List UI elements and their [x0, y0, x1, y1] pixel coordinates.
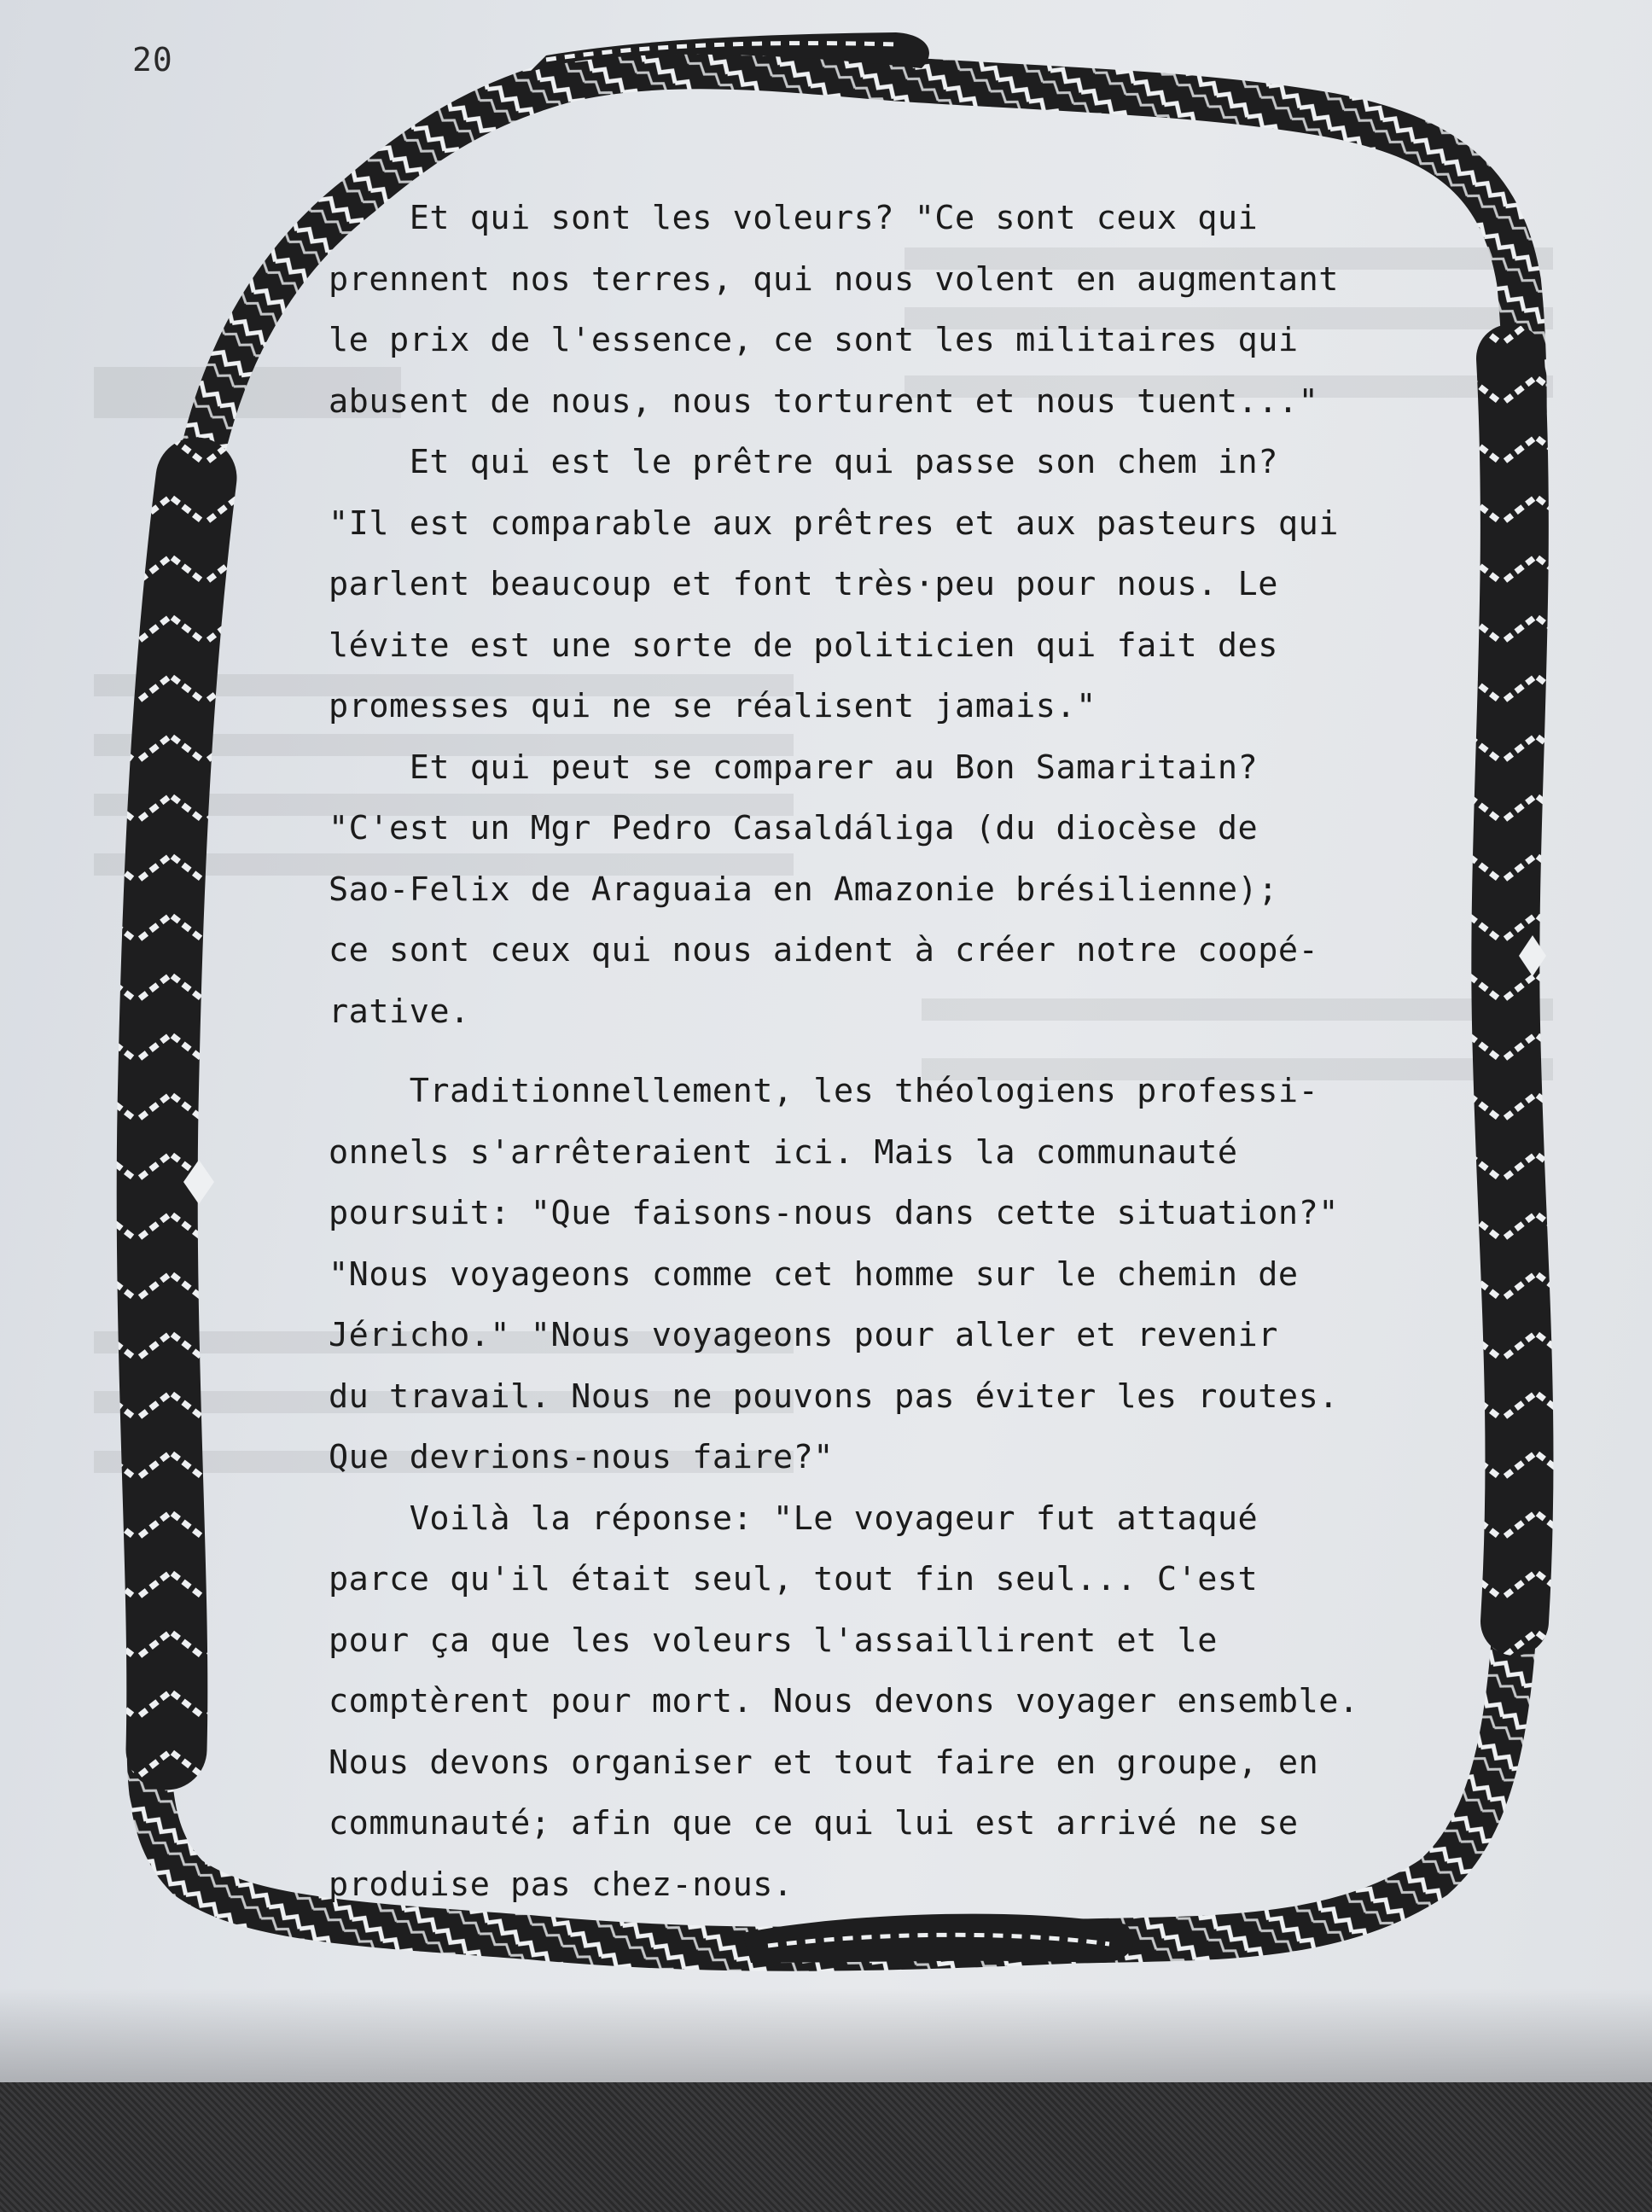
- text-line: pour ça que les voleurs l'assaillirent et le: [329, 1621, 1218, 1660]
- text-line: "Nous voyageons comme cet homme sur le chemin de: [329, 1254, 1299, 1294]
- text-line: ce sont ceux qui nous aident à créer notre coopé-: [329, 931, 1319, 969]
- background-surface: [0, 2082, 1652, 2212]
- text-line: prennent nos terres, qui nous volent en augmentant: [329, 259, 1339, 299]
- text-line: Nous devons organiser et tout faire en groupe, en: [329, 1743, 1319, 1782]
- text-line: le prix de l'essence, ce sont les militaires qui: [329, 321, 1299, 359]
- text-line: Et qui est le prêtre qui passe son chem in?: [329, 443, 1278, 481]
- text-line: comptèrent pour mort. Nous devons voyager ensemble.: [329, 1682, 1359, 1720]
- text-line: promesses qui ne se réalisent jamais.": [329, 687, 1096, 725]
- text-line: onnels s'arrêteraient ici. Mais la communauté: [329, 1132, 1238, 1172]
- text-line: Sao-Felix de Araguaia en Amazonie brésilienne);: [329, 870, 1278, 909]
- text-line: Traditionnellement, les théologiens professi-: [329, 1072, 1319, 1110]
- text-line: produise pas chez-nous.: [329, 1865, 794, 1904]
- text-line: du travail. Nous ne pouvons pas éviter les routes.: [329, 1377, 1339, 1416]
- text-line: parlent beaucoup et font très·peu pour nous. Le: [329, 565, 1278, 603]
- paragraph-gap: [329, 1042, 1387, 1061]
- text-line: "C'est un Mgr Pedro Casaldáliga (du diocèse de: [329, 809, 1259, 847]
- page-number: 20: [132, 41, 173, 79]
- text-line: Que devrions-nous faire?": [329, 1438, 834, 1476]
- text-line: rative.: [329, 992, 470, 1031]
- body-text: [329, 188, 1387, 1915]
- text-line: parce qu'il était seul, tout fin seul... C'est: [329, 1560, 1259, 1598]
- text-line: lévite est une sorte de politicien qui fait des: [329, 626, 1278, 665]
- text-line: "Il est comparable aux prêtres et aux pasteurs qui: [329, 504, 1339, 543]
- text-line: Jéricho." "Nous voyageons pour aller et revenir: [329, 1316, 1278, 1354]
- text-line: poursuit: "Que faisons-nous dans cette situation?": [329, 1194, 1339, 1232]
- text-line: Voilà la réponse: "Le voyageur fut attaqué: [329, 1499, 1259, 1538]
- text-line: Et qui sont les voleurs? "Ce sont ceux qui: [329, 199, 1259, 237]
- text-line: abusent de nous, nous torturent et nous tuent...": [329, 381, 1319, 421]
- text-line: Et qui peut se comparer au Bon Samaritain?: [329, 748, 1259, 787]
- text-line: communauté; afin que ce qui lui est arrivé ne se: [329, 1804, 1299, 1842]
